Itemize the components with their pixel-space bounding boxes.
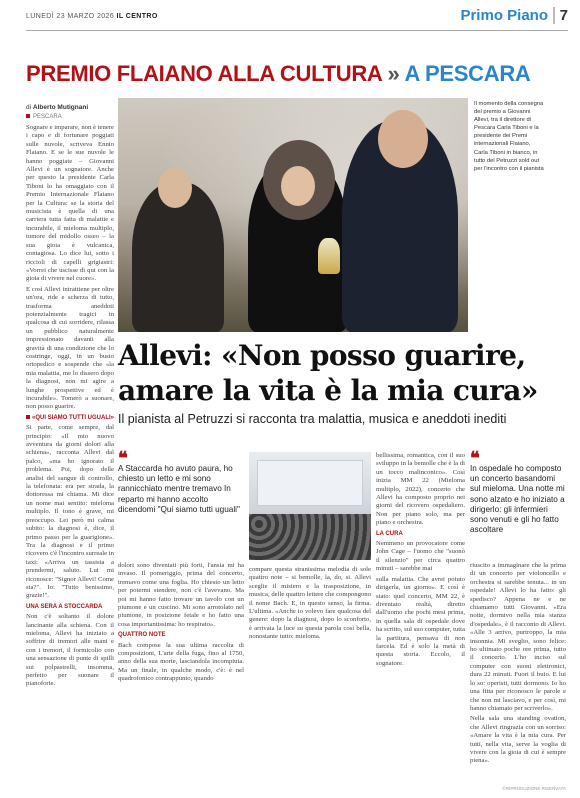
pull-quote-1 (118, 448, 244, 515)
paragraph: sulla malattia. Che avrei potuto dirigerla, un giorno». E così è stato: quel concerto, MM 22, è diventato realtà, diretto dall'uomo che pochi mesi prima, in quella sala di ospedale dove ha scritto, sul suo computer, tutta la partitura, pensava di non farcela. Ed è solo la metà di questa storia. Eccolo, il sognatore. (376, 575, 465, 667)
paragraph: Nemmeno un provocatore come John Cage – l'uomo che "suonò il silenzio" per circa quattro minuti – sarebbe mai (376, 540, 465, 573)
place-name: PESCARA (33, 114, 62, 120)
paragraph: Non c'è soltanto il dolore lancinante alla schiena. Con il mieloma, Allevi ha iniziato a soffrire di tremori alle mani e con i tremori, il formicolio con una sensazione di punte di spilli sui polpastrelli, insomma, perfetto per suonare il pianoforte. (26, 613, 114, 688)
paragraph: dolori sono diventati più forti, l'ansia mi ha invaso. Il pomeriggio, prima del concerto, tremavo come una foglia. Ho chiesto un letto per potermi stendere, non c'è l'avevano. Ma poi mi hanno fatto trovare un tavolo con un piumone e un cuscino. Mi sono arrotolato nel piumone, in posizione fetale e ho fatto una cosa importantissima: ho respirato». (118, 562, 244, 628)
headline (118, 338, 558, 408)
concert-photo (249, 452, 371, 560)
copyright-notice: ©RIPRODUZIONE RISERVATA (502, 786, 566, 791)
quote-mark-icon: ❝ (118, 448, 128, 468)
subhead (26, 414, 114, 422)
byline (26, 104, 88, 111)
article-column-4 (376, 452, 465, 786)
top-rule (26, 30, 568, 31)
dateline-place (26, 114, 62, 120)
pull-quote-text: A Staccarda ho avuto paura, ho chiesto un letto e mi sono rannicchiato mentre tremavo In reparto mi hanno accolto dicendomi "Qui siamo tutti uguali" (118, 464, 240, 514)
section-name: Primo Piano (460, 7, 548, 24)
article-column-2 (118, 562, 244, 786)
subhead-text: «QUI SIAMO TUTTI UGUALI» (32, 414, 114, 421)
photo-caption: Il momento della consegna del premio a Giovanni Allevi, tra il direttore di Pescara Carla Tiboni e la presidente dei Premi internazionali Flaiano, Carla Tiboni in bianco, in tutto del Petruzzi sold out per l'incontro con il pianista (474, 101, 544, 172)
paragraph: bellissima, romantica, con il suo sviluppo in la bemolle che è la di un tocco malinconico». Così inizia MM 22 (Mieloma multiplo, 2022), concerto che Allevi ha composto proprio nei giorni del ricovero ospedaliero. Non per piano solo, ma per piano e orchestra. (376, 452, 465, 527)
date: LUNEDÌ 23 MARZO 2026 (26, 13, 115, 20)
headline-line-2: amare la vita è la mia cura» (118, 374, 538, 407)
photo-head (378, 110, 428, 168)
paragraph: Bach compose la sua ultima raccolta di composizioni, L'arte della fuga, fino al 1750, anno della sua morte, lasciandola incompiuta. Ma un finale, in qualche modo, c'è: è nel quadrofonico contrappunto, quando (118, 641, 244, 683)
article-column-6 (470, 562, 566, 786)
subhead-text: QUATTRO NOTE (118, 632, 166, 639)
subhead (118, 631, 244, 639)
paragraph: compare questa stranissima melodia di sole quattro note – si bemolle, la, do, si. Allevi sceglie il mistero e la trasposizione, in musica, delle quattro lettere che compongono il nome Bach. E, in questo senso, la firma. L'ultima. «Anche io volevo fare qualcosa del genere: dopo la diagnosi, dopo lo sconforto, è arrivata la luce su questa parola così bella, nonostante tutto: mieloma. (249, 566, 371, 641)
article-column-3 (249, 566, 371, 786)
paragraph: riuscito a immaginare che la prima di un concerto per violoncello e orchestra si sarebbe tenuta... in un ospedale! Allevi lo ha fatto: gli spedisco? Appena ne e ne chiamamo tutti Giovanni. «Era notte, dormivo nella mia stanza d'ospedale», è il racconto di Allevi. «Alle 3 arrivo, purtroppo, la mia insonnia. Mi sveglio, sono felice: ho ultimato poche ore prima, tutto il concerto. L'ho inciso sul computer con suoni elettronici, dura 22 minuti. Fuori il buio. E lui lo so: operisti, tutti dormono. Io ho una fitta per riconosco le parole e che non mi lasciavo, e per così, mi hanno chiamato per scriverlo». (470, 562, 566, 712)
main-photo (118, 98, 468, 332)
subhead (376, 530, 465, 538)
headline-line-1: Allevi: «Non posso guarire, (118, 339, 526, 372)
paragraph: Si parte, come sempre, dal principio: «Il mio nuovo avventura da giorni dolori alla schiena», racconta Allevi dal palco, «ma ho ignorato il problema. Poi, dopo delle analisi del sangue di controllo, la telefonata: era per strada, la dottoressa mi chiama. Mi dice un nome mai sentito: mieloma multiplo. Il tono è grave, mi preoccupo. Lei però mi calma subito: la diagnosi è, dice, il primo passo per la guarigione». Tra la diagnosi e il primo ricovero c'è l'incontro surreale in taxi: «Arriva un tassista a prendermi, saluto. Lui mi riconosce: "Signor Allevi! Come sta?". Io: "Tutto benissimo, grazie!". (26, 424, 114, 600)
paragraph: Nella sala una standing ovation, che Allevi ringrazia con un sorriso: «Amare la vita è la mia cura. Per tutti, nella vita, serve la voglia di vivere con la gioia di cui è sempre piena». (470, 715, 566, 765)
pull-quote-text: In ospedale ho composto un concerto basandomi sul mieloma. Una notte mi sono alzato e ho iniziato a dirigerlo: gli infermieri sono venuti e gli ho fatto ascoltare (470, 464, 565, 535)
subhead-text: UNA SERA A STOCCARDA (26, 603, 103, 610)
page-number: 7 (553, 7, 568, 24)
bullet-square-icon (26, 415, 30, 419)
paragraph: E così Allevi intrattiene per oltre un'ora, ride e scherza di tutto, trasforma aneddoti potenzialmente tragici in qualcosa di cui sorridere, rilassa un pubblico naturalmente impressionato davanti alla gravità di una condizione che lo costringe, oggi, in un busto ortopedico e sospende che «la mia malattia, me lo dissero dopo la diagnosi, non mi agire a lunghe prospettive ed è incurabile». Tomerò a suonare, non posso guarire. (26, 285, 114, 411)
pull-quote-2 (470, 448, 566, 535)
subtitle: Il pianista al Petruzzi si racconta tra malattia, musica e aneddoti inediti (118, 412, 507, 426)
kicker-arrows: » (387, 61, 400, 86)
paragraph: Sognare e imparare, non è tenere i capo e di fortunare poggiati sulle nuvole, scriveva Ennio Flaiano. E se le sue nuvole le hanno poggiate – Giovanni Allevi è un sognatore. Anche per questo la presidente Carla Tiboni lo ha omaggiato con il Premio Internazionale Flaiano per la Cultura: se la storia del musicista è quella di una carriera tutta fatta di malattie e incurabile, il mieloma multiplo, tumore del midollo osseo – la sua gioia è vulcanica, contagiosa. Lo dice lui, sotto i riccioli di capelli grigiastri: «Vorrei che uscisse di qui con la gioia di vivere nel cuore». (26, 124, 114, 283)
photo-audience (249, 514, 371, 560)
kicker-headline (26, 61, 531, 87)
paper-name: IL CENTRO (116, 13, 158, 20)
byline-author: Alberto Mutignani (32, 104, 89, 111)
kicker-main: PREMIO FLAIANO ALLA CULTURA (26, 61, 382, 86)
dateline (26, 13, 158, 20)
photo-stage (257, 460, 363, 506)
bullet-square-icon (26, 114, 30, 118)
photo-head (281, 166, 315, 206)
subhead (26, 603, 114, 611)
subhead-text: LA CURA (376, 530, 403, 537)
masthead (0, 0, 580, 44)
trophy-icon (318, 238, 340, 274)
photo-head (158, 168, 192, 208)
article-column-1 (26, 124, 114, 786)
kicker-city: A PESCARA (404, 61, 531, 86)
byline-prefix: di (26, 104, 32, 111)
quote-mark-icon: ❝ (470, 448, 480, 468)
